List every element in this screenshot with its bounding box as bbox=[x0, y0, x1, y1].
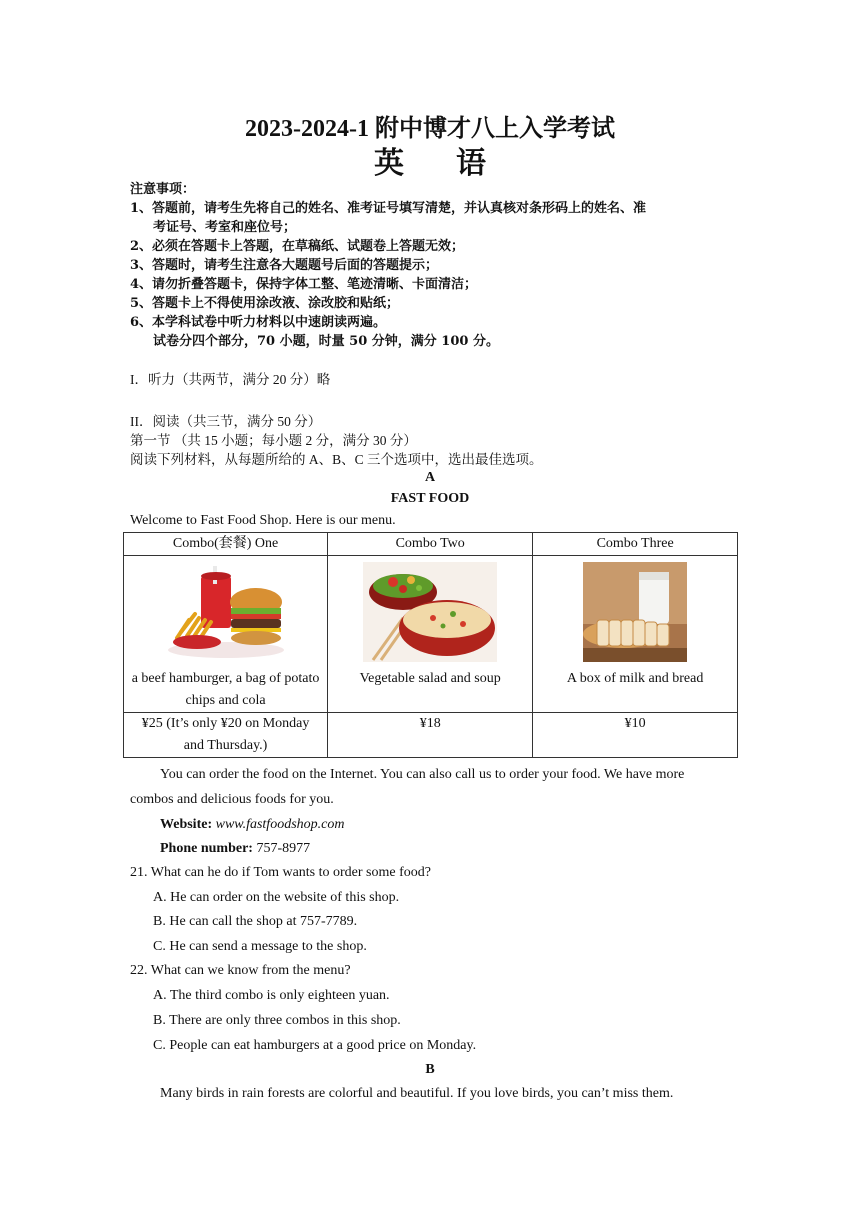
note-item: 6、本学科试卷中听力材料以中速朗读两遍。 bbox=[130, 315, 387, 330]
section-listening: I．听力（共两节，满分 20 分）略 bbox=[130, 372, 331, 387]
note-item: 3、答题时，请考生注意各大题题号后面的答题提示； bbox=[130, 258, 439, 273]
menu-header-combo-three: Combo Three bbox=[533, 533, 738, 556]
passage-b-letter: B bbox=[425, 1062, 435, 1077]
note-item: 2、必须在答题卡上答题，在草稿纸、试题卷上答题无效； bbox=[130, 239, 465, 254]
combo-three-description: A box of milk and bread bbox=[566, 671, 704, 686]
exam-title: 2023-2024-1 附中博才八上入学考试 bbox=[245, 116, 615, 142]
combo-two-price: ¥18 bbox=[328, 713, 533, 758]
combo-three-price: ¥10 bbox=[533, 713, 738, 758]
combo-two-description: Vegetable salad and soup bbox=[359, 671, 501, 686]
section-reading: II．阅读（共三节，满分 50 分） bbox=[130, 414, 322, 429]
menu-cell-combo-three bbox=[533, 556, 738, 713]
menu-table bbox=[123, 532, 738, 758]
passage-a-letter: A bbox=[424, 470, 436, 485]
note-item: 考证号、考室和座位号； bbox=[153, 220, 297, 235]
question-option: B. He can call the shop at 757-7789. bbox=[153, 914, 358, 929]
menu-header-combo-one: Combo(套餐) One bbox=[124, 533, 328, 556]
combo-one-price: ¥25 (It’s only ¥20 on Monday and Thursday.) bbox=[124, 713, 328, 758]
question-stem: 21. What can he do if Tom wants to order some food? bbox=[130, 865, 431, 880]
passage-a-title: FAST FOOD bbox=[390, 491, 470, 506]
website-label: Website: bbox=[160, 817, 213, 832]
phone-label: Phone number: bbox=[160, 841, 253, 856]
passage-a-intro: Welcome to Fast Food Shop. Here is our menu. bbox=[130, 513, 396, 528]
salad-soup-photo bbox=[363, 562, 497, 662]
note-item: 试卷分四个部分，70 小题，时量 50 分钟，满分 100 分。 bbox=[153, 334, 499, 349]
passage-a-paragraph-line2: combos and delicious foods for you. bbox=[130, 792, 334, 807]
website-line bbox=[160, 817, 344, 833]
question-option: A. The third combo is only eighteen yuan. bbox=[153, 988, 390, 1003]
phone-value: 757-8977 bbox=[256, 841, 311, 856]
website-value: www.fastfoodshop.com bbox=[215, 817, 345, 832]
section-instruction: 阅读下列材料，从每题所给的 A、B、C 三个选项中，选出最佳选项。 bbox=[130, 452, 543, 467]
subject-title: 英语 bbox=[374, 146, 538, 181]
note-item: 4、请勿折叠答题卡，保持字体工整、笔迹清晰、卡面清洁； bbox=[130, 277, 478, 292]
question-option: A. He can order on the website of this shop. bbox=[153, 890, 400, 905]
question-option: C. People can eat hamburgers at a good price on Monday. bbox=[153, 1038, 477, 1053]
notes-heading: 注意事项： bbox=[130, 182, 196, 197]
section-part1: 第一节 （共 15 小题；每小题 2 分，满分 30 分） bbox=[130, 433, 417, 448]
menu-header-combo-two: Combo Two bbox=[328, 533, 533, 556]
passage-a-paragraph-line1: You can order the food on the Internet. You can also call us to order your food. We have more bbox=[160, 767, 685, 782]
note-item: 5、答题卡上不得使用涂改液、涂改胶和贴纸； bbox=[130, 296, 400, 311]
menu-cell-combo-one bbox=[124, 556, 328, 713]
milk-bread-photo bbox=[583, 562, 687, 662]
hamburger-combo-photo bbox=[161, 562, 291, 662]
combo-one-description: a beef hamburger, a bag of potato chips and cola bbox=[131, 671, 320, 708]
question-option: C. He can send a message to the shop. bbox=[153, 939, 367, 954]
question-option: B. There are only three combos in this shop. bbox=[153, 1013, 401, 1028]
note-item: 1、答题前，请考生先将自己的姓名、准考证号填写清楚，并认真核对条形码上的姓名、准 bbox=[130, 201, 647, 216]
phone-line bbox=[160, 841, 310, 857]
menu-cell-combo-two bbox=[328, 556, 533, 713]
question-stem: 22. What can we know from the menu? bbox=[130, 963, 351, 978]
passage-b-line1: Many birds in rain forests are colorful and beautiful. If you love birds, you can’t miss them. bbox=[160, 1086, 674, 1101]
